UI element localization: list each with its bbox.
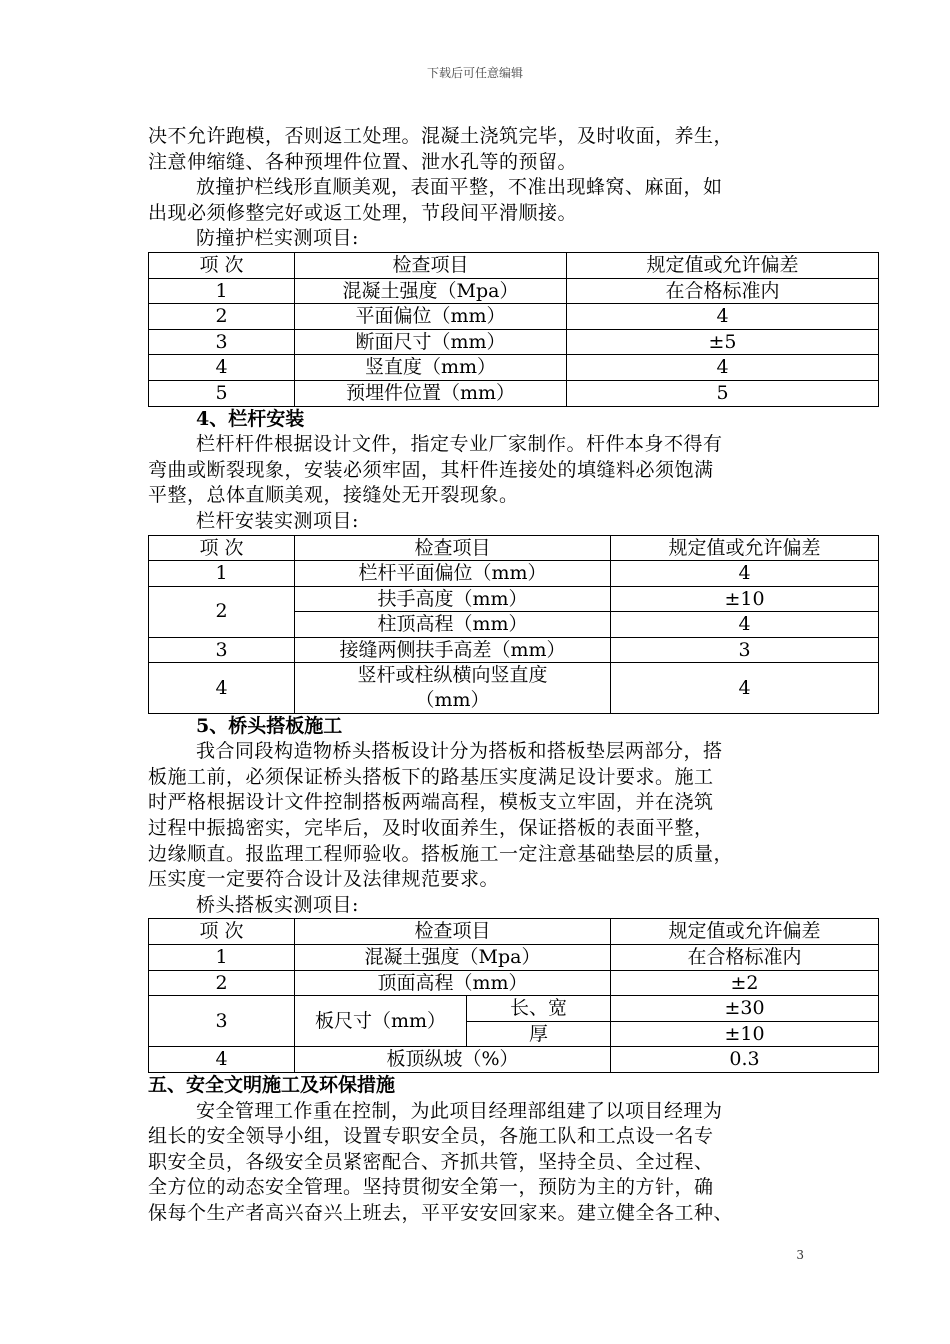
table-cell: 4: [567, 304, 879, 330]
table-cell: 4: [149, 355, 295, 381]
table-cell: ±10: [611, 586, 879, 612]
table-cell: 在合格标准内: [567, 278, 879, 304]
table-header-row: [149, 252, 879, 278]
table-cell: 断面尺寸（mm）: [295, 329, 567, 355]
paragraph-line: 边缘顺直。报监理工程师验收。搭板施工一定注意基础垫层的质量，: [148, 842, 734, 865]
table-header-row: [149, 535, 879, 561]
paragraph-line: 平整，总体直顺美观，接缝处无开裂现象。: [148, 484, 519, 507]
table-cell: 在合格标准内: [611, 945, 879, 971]
header-cell: 项 次: [149, 919, 295, 945]
table-header-row: [149, 919, 879, 945]
table-caption: 桥头搭板实测项目:: [196, 893, 359, 916]
document-body: [148, 124, 878, 1227]
table-row: [149, 637, 879, 663]
header-cell: 规定值或允许偏差: [611, 535, 879, 561]
table-cell: 竖直度（mm）: [295, 355, 567, 381]
table-cell: 预埋件位置（mm）: [295, 380, 567, 406]
table-row: [149, 1047, 879, 1073]
guardrail-table: [148, 252, 879, 407]
table-cell: 混凝土强度（Mpa）: [295, 278, 567, 304]
paragraph-line: 板施工前，必须保证桥头搭板下的路基压实度满足设计要求。施工: [148, 765, 714, 788]
header-cell: 检查项目: [295, 535, 611, 561]
table-cell: 4: [611, 561, 879, 587]
table-cell: 4: [611, 663, 879, 713]
section-heading: 5、桥头搭板施工: [196, 714, 343, 737]
table-cell: 1: [149, 278, 295, 304]
railing-table: [148, 535, 879, 714]
table-cell: ±10: [611, 1021, 879, 1047]
table-cell-multiline: [295, 663, 611, 713]
paragraph-line: 压实度一定要符合设计及法律规范要求。: [148, 868, 500, 891]
table-cell: 板尺寸（mm）: [295, 996, 467, 1047]
section-heading: 4、栏杆安装: [196, 407, 305, 430]
table-row: [149, 329, 879, 355]
table-cell: 柱顶高程（mm）: [295, 612, 611, 638]
header-cell: 规定值或允许偏差: [611, 919, 879, 945]
table-cell: 扶手高度（mm）: [295, 586, 611, 612]
table-cell: 3: [149, 637, 295, 663]
table-cell: 5: [149, 380, 295, 406]
table-cell: 1: [149, 945, 295, 971]
header-cell: 项 次: [149, 535, 295, 561]
table-cell: 4: [611, 612, 879, 638]
paragraph-line: 弯曲或断裂现象，安装必须牢固，其杆件连接处的填缝料必须饱满: [148, 458, 714, 481]
paragraph-line: 组长的安全领导小组，设置专职安全员，各施工队和工点设一名专: [148, 1125, 714, 1148]
paragraph-line: 职安全员，各级安全员紧密配合、齐抓共管，坚持全员、全过程、: [148, 1150, 714, 1173]
table-row: [149, 355, 879, 381]
page-header: 下载后可任意编辑: [426, 66, 523, 80]
table-cell: ±5: [567, 329, 879, 355]
table-cell: 0.3: [611, 1047, 879, 1073]
paragraph-line: 决不允许跑模，否则返工处理。混凝土浇筑完毕，及时收面，养生，: [148, 125, 734, 147]
table-cell: 1: [149, 561, 295, 587]
section-heading: 五、安全文明施工及环保措施: [148, 1073, 396, 1096]
table-cell: 顶面高程（mm）: [295, 970, 611, 996]
paragraph-line: 安全管理工作重在控制，为此项目经理部组建了以项目经理为: [196, 1099, 723, 1122]
table-row: [149, 380, 879, 406]
table-cell: 3: [149, 996, 295, 1047]
page-number: 3: [796, 1248, 804, 1262]
table-row: [149, 278, 879, 304]
table-cell: 4: [567, 355, 879, 381]
table-row: [149, 996, 879, 1022]
table-row: [149, 304, 879, 330]
table-cell: 板顶纵坡（%）: [295, 1047, 611, 1073]
paragraph-line: 我合同段构造物桥头搭板设计分为搭板和搭板垫层两部分，搭: [196, 740, 723, 763]
table-cell: 3: [149, 329, 295, 355]
table-cell: ±30: [611, 996, 879, 1022]
paragraph-line: 全方位的动态安全管理。坚持贯彻安全第一，预防为主的方针，确: [148, 1176, 714, 1199]
header-cell: 检查项目: [295, 252, 567, 278]
table-cell: 栏杆平面偏位（mm）: [295, 561, 611, 587]
table-cell: 2: [149, 304, 295, 330]
table-row: [149, 561, 879, 587]
table-caption: 防撞护栏实测项目:: [196, 227, 359, 250]
header-cell: 规定值或允许偏差: [567, 252, 879, 278]
cell-line: 竖杆或柱纵横向竖直度: [357, 664, 548, 687]
paragraph-line: 出现必须修整完好或返工处理，节段间平滑顺接。: [148, 201, 578, 224]
paragraph-line: 时严格根据设计文件控制搭板两端高程，模板支立牢固，并在浇筑: [148, 791, 714, 814]
table-cell: 长、宽: [467, 996, 611, 1022]
table-cell: 3: [611, 637, 879, 663]
table-cell: 2: [149, 586, 295, 637]
table-cell: 2: [149, 970, 295, 996]
paragraph-line: 保每个生产者高兴奋兴上班去，平平安安回家来。建立健全各工种、: [148, 1201, 734, 1224]
table-cell: 厚: [467, 1021, 611, 1047]
paragraph-line: 注意伸缩缝、各种预埋件位置、泄水孔等的预留。: [148, 150, 578, 173]
header-cell: 检查项目: [295, 919, 611, 945]
table-cell: 接缝两侧扶手高差（mm）: [295, 637, 611, 663]
paragraph-line: 过程中振捣密实，完毕后，及时收面养生，保证搭板的表面平整，: [148, 817, 714, 840]
table-row: [149, 586, 879, 612]
paragraph-line: 放撞护栏线形直顺美观，表面平整，不准出现蜂窝、麻面，如: [196, 176, 723, 199]
table-row: [149, 663, 879, 713]
header-cell: 项 次: [149, 252, 295, 278]
paragraph-line: 栏杆杆件根据设计文件，指定专业厂家制作。杆件本身不得有: [196, 433, 723, 456]
table-cell: 平面偏位（mm）: [295, 304, 567, 330]
table-cell: ±2: [611, 970, 879, 996]
approach-slab-table: [148, 918, 879, 1073]
table-caption: 栏杆安装实测项目:: [196, 509, 359, 532]
table-cell: 4: [149, 663, 295, 713]
table-row: [149, 970, 879, 996]
table-cell: 混凝土强度（Mpa）: [295, 945, 611, 971]
table-row: [149, 945, 879, 971]
table-cell: 4: [149, 1047, 295, 1073]
table-cell: 5: [567, 380, 879, 406]
cell-line: （mm）: [415, 689, 490, 712]
